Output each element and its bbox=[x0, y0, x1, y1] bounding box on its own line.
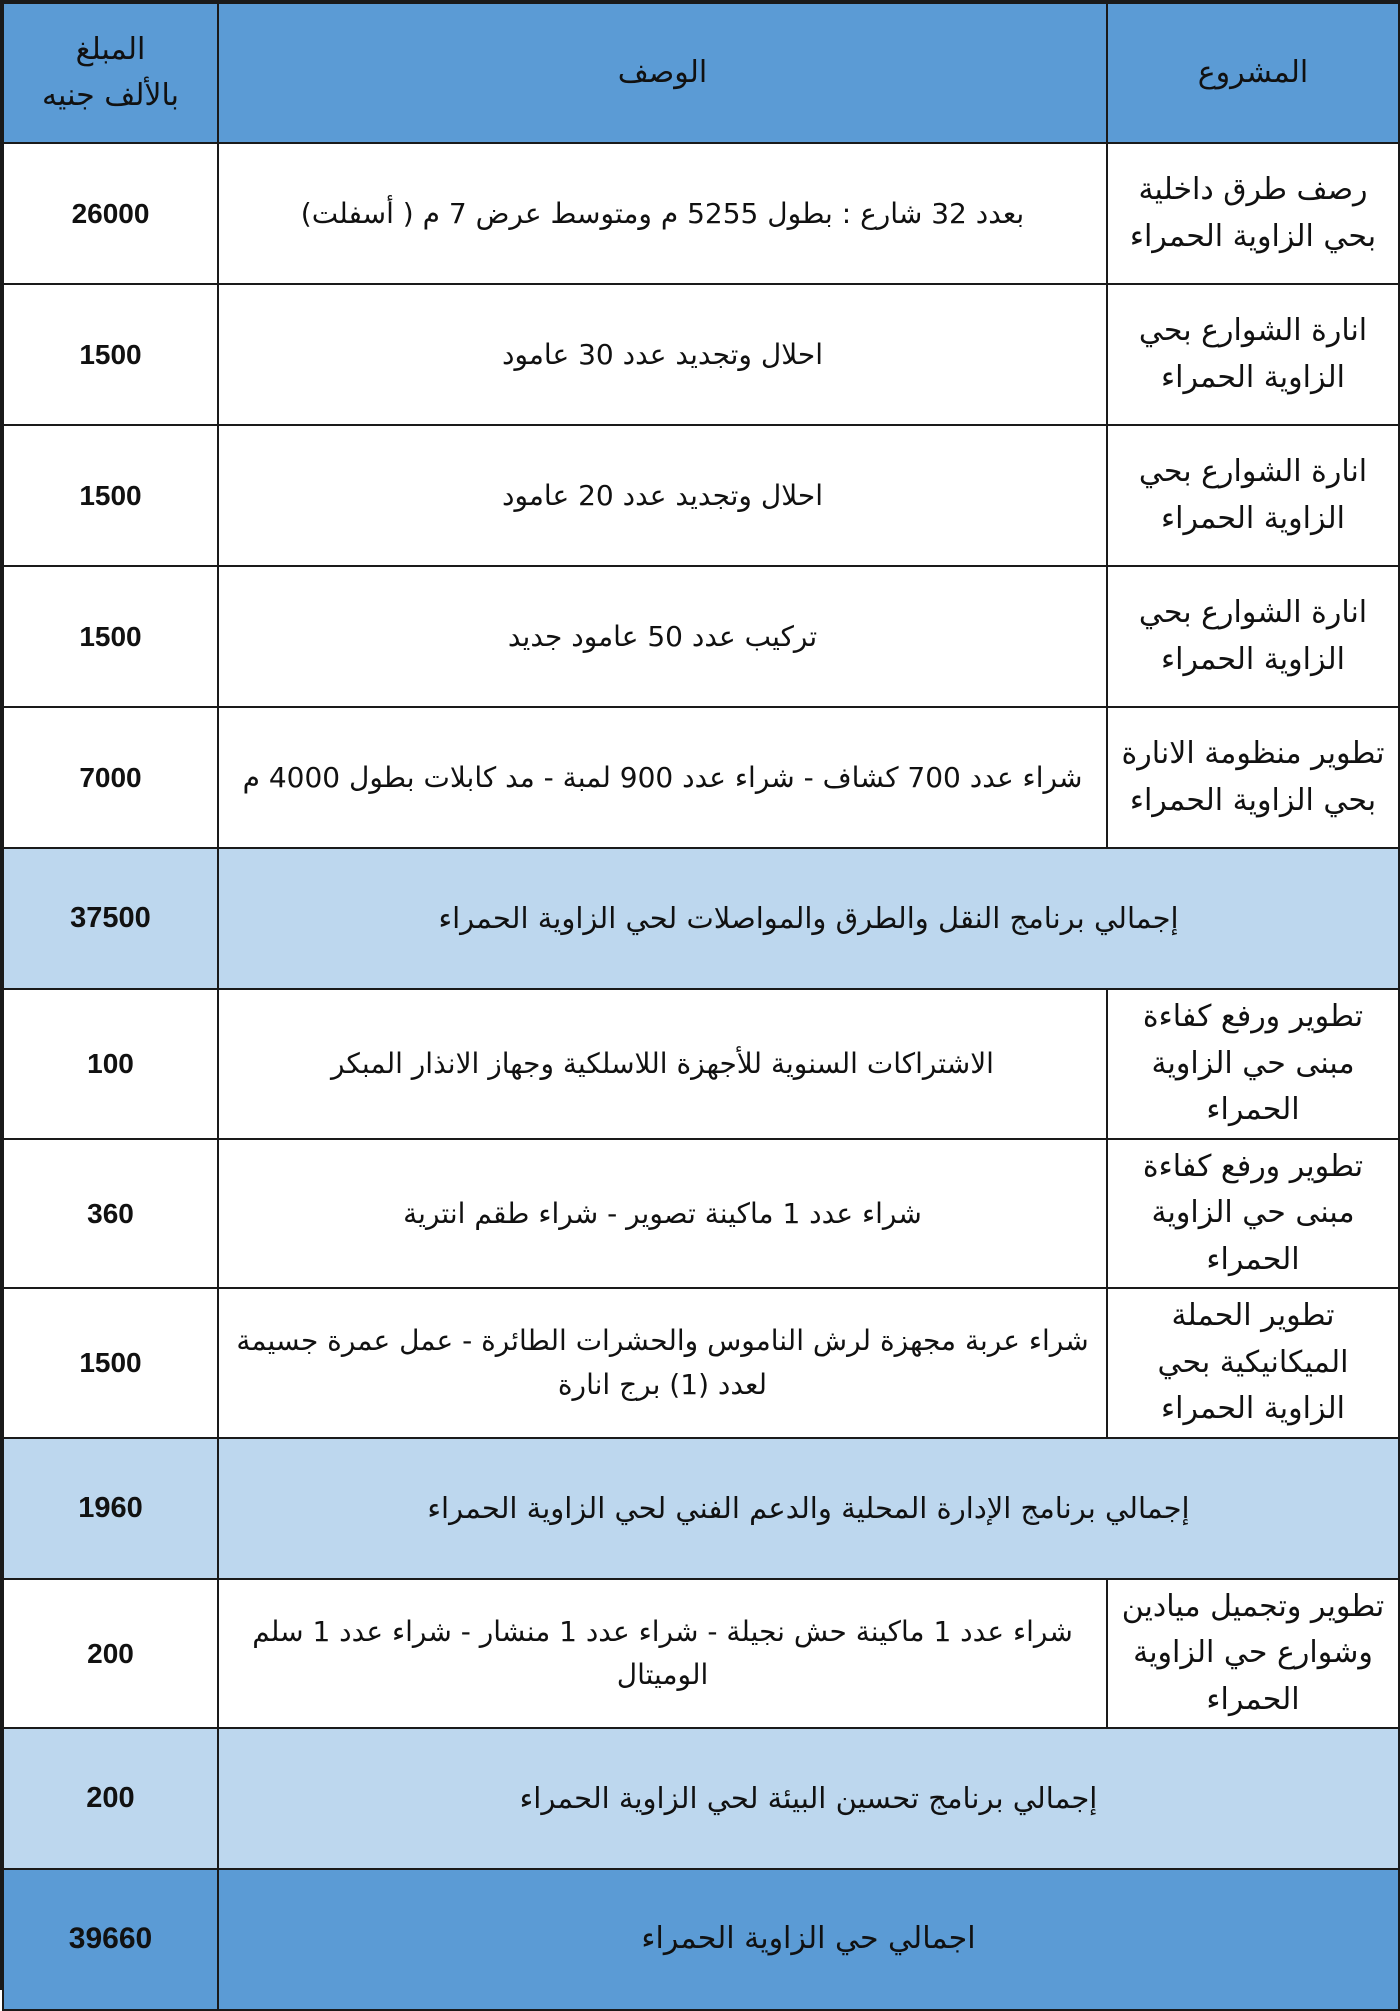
header-description: الوصف bbox=[218, 3, 1107, 143]
amount-cell: 360 bbox=[3, 1139, 218, 1289]
description-cell: احلال وتجديد عدد 20 عامود bbox=[218, 425, 1107, 566]
project-cell: تطوير ورفع كفاءة مبنى حي الزاوية الحمراء bbox=[1107, 1139, 1399, 1289]
table-row bbox=[3, 284, 1399, 425]
description-cell: شراء عربة مجهزة لرش الناموس والحشرات الطائرة - عمل عمرة جسيمة لعدد (1) برج انارة bbox=[218, 1288, 1107, 1438]
table-row bbox=[3, 1139, 1399, 1289]
project-cell: تطوير وتجميل ميادين وشوارع حي الزاوية الحمراء bbox=[1107, 1579, 1399, 1729]
table-row bbox=[3, 566, 1399, 707]
description-cell: بعدد 32 شارع : بطول 5255 م ومتوسط عرض 7 م ( أسفلت) bbox=[218, 143, 1107, 284]
header-amount-line2: بالألف جنيه bbox=[41, 78, 180, 113]
project-cell: انارة الشوارع بحي الزاوية الحمراء bbox=[1107, 284, 1399, 425]
amount-cell: 1500 bbox=[3, 1288, 218, 1438]
amount-cell: 1500 bbox=[3, 284, 218, 425]
project-cell: انارة الشوارع بحي الزاوية الحمراء bbox=[1107, 425, 1399, 566]
header-amount bbox=[3, 3, 218, 143]
project-cell: انارة الشوارع بحي الزاوية الحمراء bbox=[1107, 566, 1399, 707]
description-cell: احلال وتجديد عدد 30 عامود bbox=[218, 284, 1107, 425]
table-row bbox=[3, 1288, 1399, 1438]
amount-cell: 26000 bbox=[3, 143, 218, 284]
amount-cell: 100 bbox=[3, 989, 218, 1139]
grand-total-label: اجمالي حي الزاوية الحمراء bbox=[218, 1869, 1399, 2010]
subtotal-amount: 1960 bbox=[3, 1438, 218, 1579]
subtotal-amount: 37500 bbox=[3, 848, 218, 989]
description-cell: تركيب عدد 50 عامود جديد bbox=[218, 566, 1107, 707]
table-row bbox=[3, 707, 1399, 848]
amount-cell: 200 bbox=[3, 1579, 218, 1729]
budget-table bbox=[2, 2, 1400, 2011]
table-row bbox=[3, 143, 1399, 284]
header-row bbox=[3, 3, 1399, 143]
project-cell: تطوير ورفع كفاءة مبنى حي الزاوية الحمراء bbox=[1107, 989, 1399, 1139]
subtotal-label: إجمالي برنامج تحسين البيئة لحي الزاوية الحمراء bbox=[218, 1728, 1399, 1869]
table-row bbox=[3, 1579, 1399, 1729]
description-cell: شراء عدد 700 كشاف - شراء عدد 900 لمبة - مد كابلات بطول 4000 م bbox=[218, 707, 1107, 848]
amount-cell: 7000 bbox=[3, 707, 218, 848]
description-cell: الاشتراكات السنوية للأجهزة اللاسلكية وجهاز الانذار المبكر bbox=[218, 989, 1107, 1139]
description-cell: شراء عدد 1 ماكينة تصوير - شراء طقم انترية bbox=[218, 1139, 1107, 1289]
project-cell: رصف طرق داخلية بحي الزاوية الحمراء bbox=[1107, 143, 1399, 284]
table-row bbox=[3, 425, 1399, 566]
project-cell: تطوير منظومة الانارة بحي الزاوية الحمراء bbox=[1107, 707, 1399, 848]
table-row bbox=[3, 989, 1399, 1139]
grand-total-amount: 39660 bbox=[3, 1869, 218, 2010]
subtotal-amount: 200 bbox=[3, 1728, 218, 1869]
header-project: المشروع bbox=[1107, 3, 1399, 143]
amount-cell: 1500 bbox=[3, 425, 218, 566]
subtotal-row bbox=[3, 1438, 1399, 1579]
subtotal-row bbox=[3, 1728, 1399, 1869]
amount-cell: 1500 bbox=[3, 566, 218, 707]
header-amount-line1: المبلغ bbox=[75, 31, 146, 67]
project-cell: تطوير الحملة الميكانيكية بحي الزاوية الحمراء bbox=[1107, 1288, 1399, 1438]
description-cell: شراء عدد 1 ماكينة حش نجيلة - شراء عدد 1 منشار - شراء عدد 1 سلم الوميتال bbox=[218, 1579, 1107, 1729]
grand-total-row bbox=[3, 1869, 1399, 2010]
subtotal-row bbox=[3, 848, 1399, 989]
subtotal-label: إجمالي برنامج النقل والطرق والمواصلات لحي الزاوية الحمراء bbox=[218, 848, 1399, 989]
subtotal-label: إجمالي برنامج الإدارة المحلية والدعم الفني لحي الزاوية الحمراء bbox=[218, 1438, 1399, 1579]
